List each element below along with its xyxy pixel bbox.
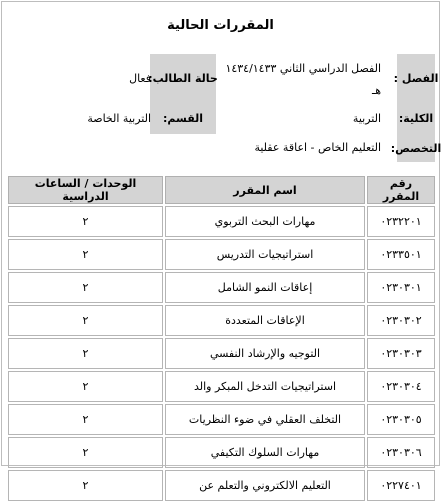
department-value: التربية الخاصة <box>87 112 151 125</box>
table-row <box>8 404 435 435</box>
major-value: التعليم الخاص - اعاقة عقلية <box>254 141 381 154</box>
course-units: ٢ <box>8 437 163 468</box>
course-name: مهارات البحث التربوي <box>165 206 365 237</box>
course-units: ٢ <box>8 371 163 402</box>
college-value: التربية <box>352 112 381 125</box>
course-units: ٢ <box>8 272 163 303</box>
course-name: التخلف العقلي في ضوء النظريات <box>165 404 365 435</box>
semester-value-suffix: هـ <box>371 84 381 97</box>
department-label: القسم: <box>150 102 216 134</box>
course-units: ٢ <box>8 206 163 237</box>
course-units: ٢ <box>8 338 163 369</box>
course-units: ٢ <box>8 239 163 270</box>
table-row <box>8 239 435 270</box>
page-title: المقررات الحالية <box>167 18 274 33</box>
course-code: ٠٢٣٠٣٠٣ <box>367 338 435 369</box>
course-name: استراتيجيات التدخل المبكر والد <box>165 371 365 402</box>
table-row <box>8 305 435 336</box>
course-code: ٠٢٣٣٥٠١ <box>367 239 435 270</box>
course-name: التوجيه والإرشاد النفسي <box>165 338 365 369</box>
course-code: ٠٢٣٠٣٠١ <box>367 272 435 303</box>
table-row <box>8 206 435 237</box>
current-courses-panel <box>1 1 441 492</box>
course-name: إعاقات النمو الشامل <box>165 272 365 303</box>
course-units: ٢ <box>8 404 163 435</box>
table-row <box>8 272 435 303</box>
semester-value: الفصل الدراسي الثاني ١٤٣٤/١٤٣٣ <box>225 62 381 75</box>
course-units: ٢ <box>8 470 163 501</box>
course-code: ٠٢٣٠٣٠٢ <box>367 305 435 336</box>
major-label: التخصص: <box>397 134 435 162</box>
course-code: ٠٢٣٠٣٠٥ <box>367 404 435 435</box>
student-status-value: فعال <box>129 72 151 85</box>
table-row <box>8 470 435 501</box>
course-name: استراتيجيات التدريس <box>165 239 365 270</box>
course-code: ٠٢٣٠٣٠٤ <box>367 371 435 402</box>
course-name: التعليم الالكتروني والتعلم عن <box>165 470 365 501</box>
header-course-code: رقم المقرر <box>367 176 435 204</box>
semester-label: الفصل : <box>397 54 435 102</box>
table-header-row <box>8 176 435 204</box>
table-row <box>8 437 435 468</box>
course-code: ٠٢٢٧٤٠١ <box>367 470 435 501</box>
table-row <box>8 371 435 402</box>
course-code: ٠٢٣٠٣٠٦ <box>367 437 435 468</box>
college-label: الكلية: <box>397 102 435 134</box>
table-row <box>8 338 435 369</box>
courses-table <box>6 174 437 503</box>
course-name: الإعاقات المتعددة <box>165 305 365 336</box>
header-units: الوحدات / الساعات الدراسية <box>8 176 163 204</box>
course-name: مهارات السلوك التكيفي <box>165 437 365 468</box>
course-code: ٠٢٣٢٢٠١ <box>367 206 435 237</box>
course-units: ٢ <box>8 305 163 336</box>
header-course-name: اسم المقرر <box>165 176 365 204</box>
student-status-label: حالة الطالب: <box>150 54 216 102</box>
